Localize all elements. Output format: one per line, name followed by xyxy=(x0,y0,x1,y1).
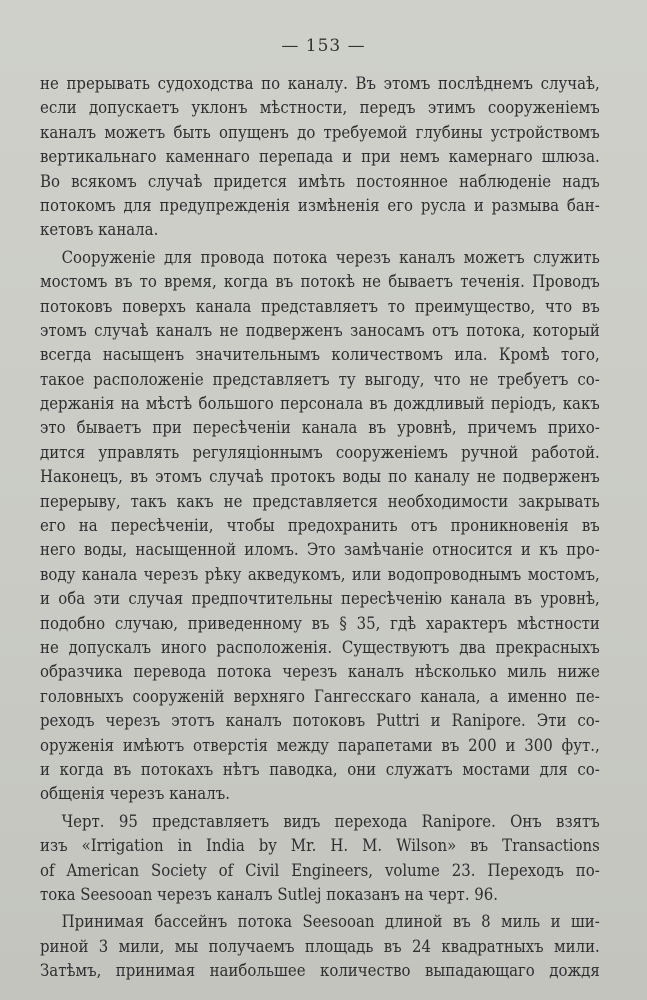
text-line: не прерывать судоходства по каналу. Въ этомъ послѣднемъ случаѣ, xyxy=(40,74,600,93)
text-line: вертикальнаго каменнаго перепада и при немъ камернаго шлюза. xyxy=(40,147,600,167)
text-line: и когда въ потокахъ нѣтъ паводка, они служатъ мостами для со- xyxy=(40,759,600,779)
text-line: риной 3 мили, мы получаемъ площадь въ 24 квадратныхъ мили. xyxy=(40,936,600,956)
text-line: Черт. 95 представляетъ видъ перехода Ranipore. Онъ взятъ xyxy=(61,811,600,831)
text-line: каналъ можетъ быть опущенъ до требуемой глубины устройствомъ xyxy=(40,122,600,142)
text-line: общенія черезъ каналъ. xyxy=(40,784,230,804)
text-line: тока Seesooan черезъ каналъ Sutlej показанъ на черт. 96. xyxy=(40,884,499,904)
text-line: держанія на мѣстѣ большого персонала въ дождливый періодъ, какъ xyxy=(40,394,600,414)
page-number: — 153 — xyxy=(281,36,366,56)
text-line: это бываетъ при пересѣченіи канала въ уровнѣ, причемъ прихо- xyxy=(40,418,600,438)
text-line: такое расположеніе представляетъ ту выгоду, что не требуетъ со- xyxy=(40,369,600,389)
text-line: оруженія имѣютъ отверстія между парапетами въ 200 и 300 фут., xyxy=(40,735,600,755)
text-line: если допускаетъ уклонъ мѣстности, передъ этимъ сооруженіемъ xyxy=(40,98,600,118)
text-line: перерыву, такъ какъ не представляется необходимости закрывать xyxy=(40,491,600,511)
text-line: кетовъ канала. xyxy=(40,220,159,240)
text-line: Сооруженіе для провода потока черезъ каналъ можетъ служить xyxy=(61,247,600,267)
paragraph-2 xyxy=(40,246,600,807)
paragraph-3 xyxy=(40,810,600,908)
text-line: мостомъ въ то время, когда въ потокѣ не бываетъ теченія. Проводъ xyxy=(40,272,600,292)
text-line: Затѣмъ, принимая наибольшее количество выпадающаго дождя xyxy=(40,961,600,981)
text-line: образчика перевода потока черезъ каналъ нѣсколько миль ниже xyxy=(40,662,600,682)
text-line: всегда насыщенъ значительнымъ количествомъ ила. Кромѣ того, xyxy=(40,345,600,365)
text-line: Во всякомъ случаѣ придется имѣть постоянное наблюденіе надъ xyxy=(40,171,600,191)
text-line: дится управлять регуляціоннымъ сооруженіемъ ручной работой. xyxy=(40,442,600,462)
paragraph-1 xyxy=(40,72,600,243)
text-line: Наконецъ, въ этомъ случаѣ протокъ воды по каналу не подверженъ xyxy=(40,467,600,487)
text-line: его на пересѣченіи, чтобы предохранить отъ проникновенія въ xyxy=(40,516,600,536)
text-line: Принимая бассейнъ потока Seesooan длиной въ 8 миль и ши- xyxy=(61,912,600,932)
text-line: изъ «Irrigation in India by Mr. H. M. Wilson» въ Transactions xyxy=(40,836,600,856)
text-line: и оба эти случая предпочтительны пересѣченію канала въ уровнѣ, xyxy=(40,589,600,609)
text-line: подобно случаю, приведенному въ § 35, гдѣ характеръ мѣстности xyxy=(40,613,600,633)
text-line: не допускалъ иного расположенія. Существуютъ два прекрасныхъ xyxy=(40,637,600,657)
text-line: потоковъ поверхъ канала представляетъ то преимущество, что въ xyxy=(40,296,600,316)
text-line: воду канала черезъ рѣку акведукомъ, или водопроводнымъ мостомъ, xyxy=(40,564,600,584)
body-text xyxy=(40,72,600,983)
text-line: of American Society of Civil Engineers, volume 23. Переходъ по- xyxy=(40,860,600,880)
text-line: потокомъ для предупрежденія измѣненія его русла и размыва бан- xyxy=(40,195,600,215)
text-line: него воды, насыщенной иломъ. Это замѣчаніе относится и къ про- xyxy=(40,540,600,560)
text-line: головныхъ сооруженій верхняго Гангесскаго канала, а именно пе- xyxy=(40,686,600,706)
text-line: этомъ случаѣ каналъ не подверженъ заносамъ отъ потока, который xyxy=(40,320,600,340)
paragraph-4 xyxy=(40,910,600,983)
text-line: реходъ черезъ этотъ каналъ потоковъ Puttri и Ranipore. Эти со- xyxy=(40,711,600,731)
